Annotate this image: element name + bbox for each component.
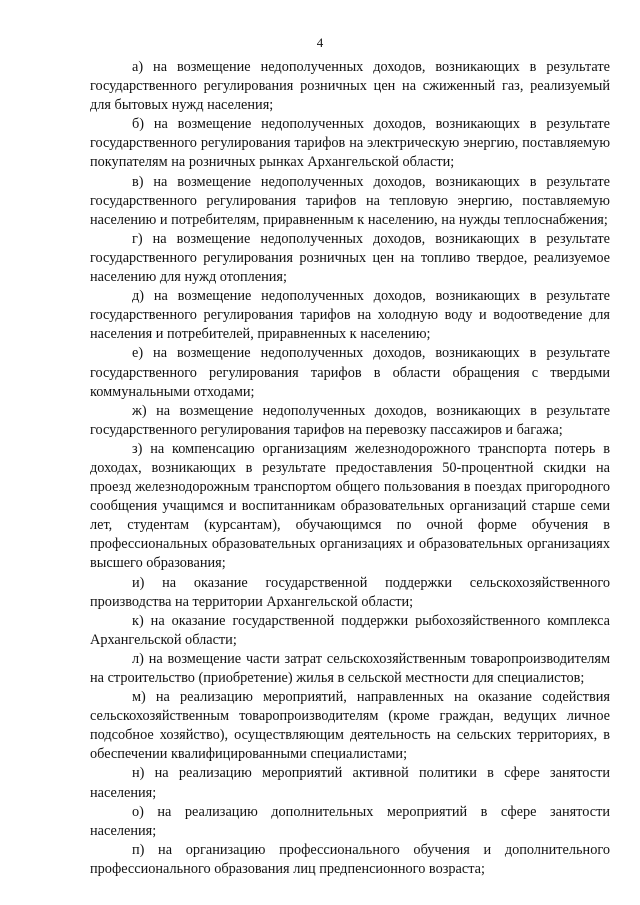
list-item-v: в) на возмещение недополученных доходов, возникающих в результате государственного регулирования тарифов на тепловую энергию, поставляемую населению и потребителям, приравненным к населению, на нужды теплоснабжения; xyxy=(90,173,610,228)
list-item-a: а) на возмещение недополученных доходов, возникающих в результате государственного регулирования розничных цен на сжиженный газ, реализуемый для бытовых нужд населения; xyxy=(90,59,610,114)
list-item-k: к) на оказание государственной поддержки рыбохозяйственного комплекса Архангельской области; xyxy=(90,612,610,648)
list-item-b: б) на возмещение недополученных доходов, возникающих в результате государственного регулирования тарифов на электрическую энергию, поставляемую покупателям на розничных рынках Архангельской области; xyxy=(90,116,610,171)
document-body xyxy=(90,58,610,879)
list-item-zh: ж) на возмещение недополученных доходов, возникающих в результате государственного регулирования тарифов на перевозку пассажиров и багажа; xyxy=(90,402,610,438)
page-number: 4 xyxy=(316,35,324,50)
list-item-i: и) на оказание государственной поддержки сельскохозяйственного производства на территории Архангельской области; xyxy=(90,574,610,610)
list-item-g: г) на возмещение недополученных доходов, возникающих в результате государственного регулирования розничных цен на топливо твердое, реализуемое населению для нужд отопления; xyxy=(90,230,610,286)
list-item-o: о) на реализацию дополнительных мероприятий в сфере занятости населения; xyxy=(90,803,610,839)
list-item-e: е) на возмещение недополученных доходов, возникающих в результате государственного регулирования тарифов в области обращения с твердыми коммунальными отходами; xyxy=(90,345,610,400)
list-item-n: н) на реализацию мероприятий активной политики в сфере занятости населения; xyxy=(90,765,610,801)
list-item-l: л) на возмещение части затрат сельскохозяйственным товаропроизводителям на строительство (приобретение) жилья в сельской местности для специалистов; xyxy=(90,650,610,686)
list-item-p: п) на организацию профессионального обучения и дополнительного профессионального образования лиц предпенсионного возраста; xyxy=(90,841,610,877)
list-item-m: м) на реализацию мероприятий, направленных на оказание содействия сельскохозяйственным товаропроизводителям (кроме граждан, ведущих личное подсобное хозяйство), осуществляющим деятельность на сельских территориях, в обеспечении квалифицированными специалистами; xyxy=(90,689,610,763)
list-item-d: д) на возмещение недополученных доходов, возникающих в результате государственного регулирования тарифов на холодную воду и водоотведение для населения и потребителей, приравненных к населению; xyxy=(90,288,610,343)
list-item-z: з) на компенсацию организациям железнодорожного транспорта потерь в доходах, возникающих в результате предоставления 50-процентной скидки на проезд железнодорожным транспортом общего пользования в поездах пригородного сообщения учащимся и воспитанникам образовательных организаций старше семи лет, студентам (курсантам), обучающимся по очной форме обучения в профессиональных образовательных организациях и образовательных организациях высшего образования; xyxy=(90,440,610,572)
